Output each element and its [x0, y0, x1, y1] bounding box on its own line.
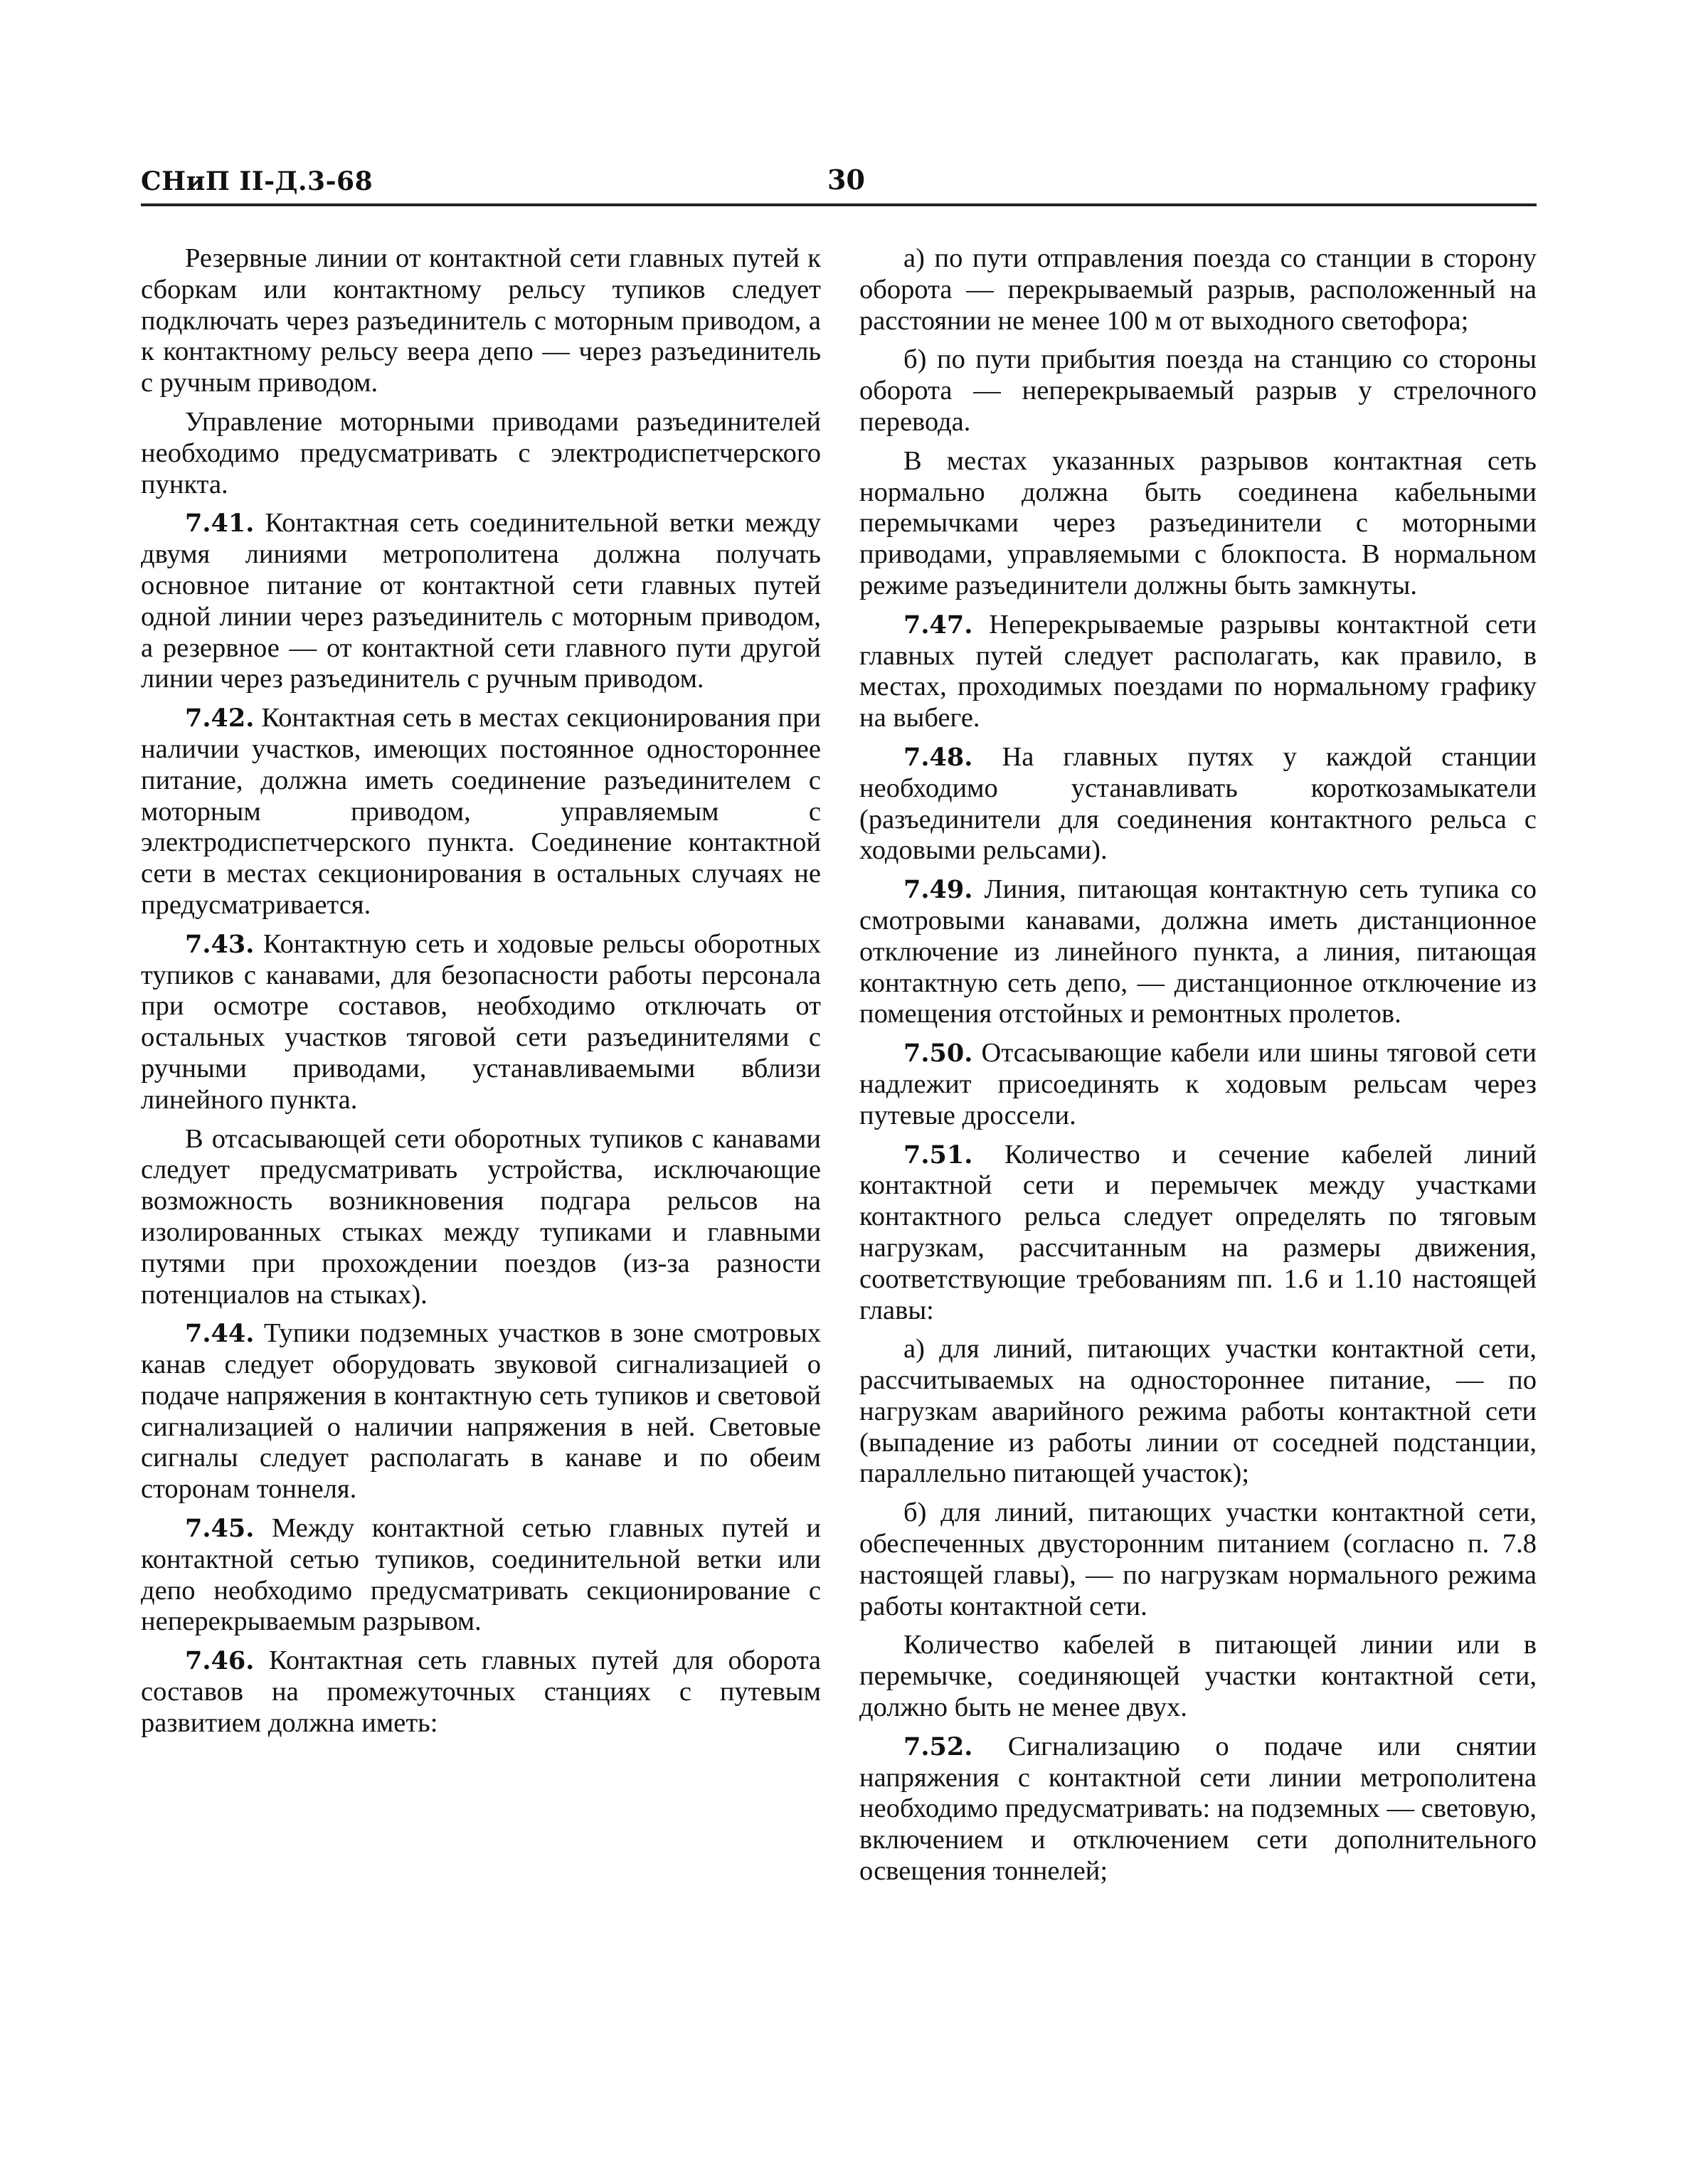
paragraph: [859, 1140, 1537, 1327]
paragraph-text: Управление моторными приводами разъединителей необходимо предусматривать с электродиспетчерского пункта.: [141, 406, 821, 499]
page-number: 30: [827, 164, 865, 196]
clause-number: 7.41.: [185, 509, 255, 539]
paragraph-text: Сигнализацию о подаче или снятии напряжения с контактной сети линии метрополитена необходимо предусматривать: на подземных — световую, включением и отключением сети дополнительного освещения тоннелей;: [859, 1731, 1537, 1887]
paragraph: [141, 407, 821, 500]
paragraph: [141, 703, 821, 921]
clause-number: 7.49.: [903, 875, 973, 905]
paragraph-text: Контактная сеть в местах секционирования при наличии участков, имеющих постоянное одностороннее питание, должна иметь соединение разъединителем с моторным приводом, управляемым с электродиспетчерского пункта. Соединение контактной сети в местах секционирования в остальных случаях не предусматривается.: [141, 703, 821, 920]
paragraph-text: Тупики подземных участков в зоне смотровых канав следует оборудовать звуковой сигнализацией о подаче напряжения в контактную сеть тупиков и световой сигнализацией о наличии напряжения в ней. Световые сигналы следует располагать в канаве и по обеим сторонам тоннеля.: [141, 1318, 821, 1505]
paragraph-text: Контактная сеть главных путей для оборота составов на промежуточных станциях с путевым развитием должна иметь:: [141, 1645, 821, 1738]
clause-number: 7.46.: [185, 1646, 255, 1676]
paragraph-text: б) для линий, питающих участки контактной сети, обеспеченных двусторонним питанием (согласно п. 7.8 настоящей главы), — по нагрузкам нормального режима работы контактной сети.: [859, 1497, 1537, 1621]
right-column: [859, 243, 1537, 1895]
paragraph-text: Отсасывающие кабели или шины тяговой сети надлежит присоединять к ходовым рельсам через путевые дроссели.: [859, 1038, 1537, 1130]
paragraph: [859, 243, 1537, 336]
paragraph: [141, 1645, 821, 1739]
clause-number: 7.50.: [903, 1039, 973, 1069]
paragraph-text: Контактную сеть и ходовые рельсы оборотных тупиков с канавами, для безопасности работы персонала при осмотре составов, необходимо отключать от остальных участков тяговой сети разъединителями с ручными приводами, устанавливаемыми вблизи линейного пункта.: [141, 928, 821, 1115]
paragraph: [859, 742, 1537, 866]
page-header: [141, 161, 1537, 206]
paragraph: [859, 1630, 1537, 1723]
paragraph: [859, 874, 1537, 1030]
clause-number: 7.47.: [903, 610, 973, 640]
paragraph-text: а) для линий, питающих участки контактной сети, рассчитываемых на одностороннее питание, — по нагрузкам аварийного режима работы контактной сети (выпадение из работы линии от соседней подстанции, параллельно питающей участок);: [859, 1334, 1537, 1489]
clause-number: 7.44.: [185, 1319, 255, 1349]
paragraph-text: Резервные линии от контактной сети главных путей к сборкам или контактному рельсу тупиков следует подключать через разъединитель с моторным приводом, а к контактному рельсу веера депо — через разъединитель с ручным приводом.: [141, 243, 821, 398]
paragraph: [141, 929, 821, 1116]
clause-number: 7.45.: [185, 1514, 255, 1544]
paragraph-text: Количество кабелей в питающей линии или в перемычке, соединяющей участки контактной сети, должно быть не менее двух.: [859, 1630, 1537, 1723]
paragraph-text: На главных путях у каждой станции необходимо устанавливать короткозамыкатели (разъединители для соединения контактного рельса с ходовыми рельсами).: [859, 741, 1537, 866]
left-column: [141, 243, 821, 1747]
clause-number: 7.52.: [903, 1732, 973, 1761]
paragraph-text: В местах указанных разрывов контактная сеть нормально должна быть соединена кабельными перемычками через разъединители с моторными приводами, управляемыми с блокпоста. В нормальном режиме разъединители должны быть замкнуты.: [859, 445, 1537, 600]
paragraph: [141, 508, 821, 695]
paragraph: [859, 1038, 1537, 1131]
clause-number: 7.51.: [903, 1140, 973, 1170]
paragraph-text: б) по пути прибытия поезда на станцию со стороны оборота — неперекрываемый разрыв у стрелочного перевода.: [859, 344, 1537, 437]
paragraph-text: Между контактной сетью главных путей и контактной сетью тупиков, соединительной ветки или депо необходимо предусматривать секционирование с неперекрываемым разрывом.: [141, 1513, 821, 1637]
paragraph: [859, 446, 1537, 602]
paragraph: [859, 610, 1537, 734]
clause-number: 7.43.: [185, 929, 255, 959]
paragraph: [859, 1334, 1537, 1490]
clause-number: 7.42.: [185, 704, 255, 733]
paragraph: [141, 1124, 821, 1311]
paragraph: [141, 1513, 821, 1638]
paragraph-text: Количество и сечение кабелей линий контактной сети и перемычек между участками контактного рельса следует определять по тяговым нагрузкам, рассчитанным на размеры движения, соответствующие требованиям пп. 1.6 и 1.10 настоящей главы:: [859, 1139, 1537, 1325]
paragraph: [859, 1497, 1537, 1622]
paragraph-text: а) по пути отправления поезда со станции в сторону оборота — перекрываемый разрыв, расположенный на расстоянии не менее 100 м от выходного светофора;: [859, 243, 1537, 336]
document-code: СНиП II-Д.3-68: [141, 166, 373, 196]
clause-number: 7.48.: [903, 742, 973, 772]
paragraph-text: Неперекрываемые разрывы контактной сети главных путей следует располагать, как правило, в местах, проходимых поездами по нормальному графику на выбеге.: [859, 609, 1537, 733]
paragraph-text: В отсасывающей сети оборотных тупиков с канавами следует предусматривать устройства, исключающие возможность возникновения подгара рельсов на изолированных стыках между тупиками и главными путями при прохождении поездов (из-за разности потенциалов на стыках).: [141, 1123, 821, 1310]
paragraph: [141, 243, 821, 399]
paragraph: [859, 344, 1537, 438]
paragraph: [859, 1732, 1537, 1887]
paragraph: [141, 1318, 821, 1505]
paragraph-text: Контактная сеть соединительной ветки между двумя линиями метрополитена должна получать основное питание от контактной сети главных путей одной линии через разъединитель с моторным приводом, а резервное — от контактной сети главного пути другой линии через разъединитель с ручным приводом.: [141, 508, 821, 694]
paragraph-text: Линия, питающая контактную сеть тупика со смотровыми канавами, должна иметь дистанционное отключение из линейного пункта, а линия, питающая контактную сеть депо, — дистанционное отключение из помещения отстойных и ремонтных пролетов.: [859, 874, 1537, 1029]
